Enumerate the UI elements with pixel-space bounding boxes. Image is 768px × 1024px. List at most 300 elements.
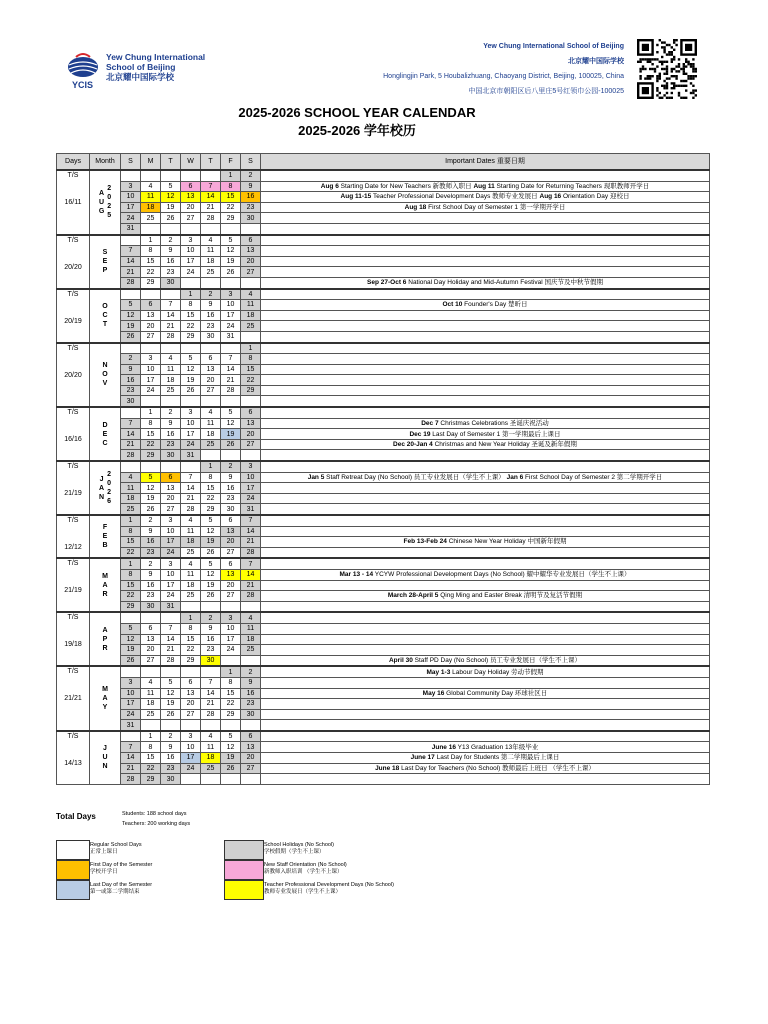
logo-globe-icon xyxy=(66,50,100,78)
day-cell: 5 xyxy=(201,515,221,526)
important-date-note xyxy=(261,526,710,537)
day-cell: 21 xyxy=(201,699,221,710)
day-cell: 17 xyxy=(181,753,201,764)
day-cell: 24 xyxy=(161,591,181,602)
day-cell: 4 xyxy=(201,407,221,418)
day-cell: 10 xyxy=(121,688,141,699)
day-cell: 15 xyxy=(121,580,141,591)
month-label-cell xyxy=(90,515,121,558)
week-row xyxy=(57,277,710,288)
day-cell: 13 xyxy=(181,192,201,203)
day-cell: 12 xyxy=(141,483,161,494)
important-date-note: Dec 7 Christmas Celebrations 圣诞庆祝活动 xyxy=(261,418,710,429)
school-info xyxy=(383,39,624,99)
week-row xyxy=(57,300,710,311)
day-cell: 2 xyxy=(161,731,181,742)
day-cell: 5 xyxy=(121,623,141,634)
day-cell: 17 xyxy=(221,634,241,645)
day-cell: 9 xyxy=(161,742,181,753)
day-cell: 19 xyxy=(121,645,141,656)
day-cell: 3 xyxy=(181,235,201,246)
day-cell xyxy=(201,396,221,407)
week-row xyxy=(57,720,710,731)
day-cell: 8 xyxy=(181,300,201,311)
header-cell: T xyxy=(161,154,181,171)
day-cell: 20 xyxy=(241,256,261,267)
day-cell: 30 xyxy=(161,277,181,288)
day-cell: 14 xyxy=(241,569,261,580)
day-cell: 21 xyxy=(161,645,181,656)
week-row xyxy=(57,483,710,494)
day-cell: 15 xyxy=(201,483,221,494)
important-date-note: May 16 Global Community Day 环球社区日 xyxy=(261,688,710,699)
day-cell: 22 xyxy=(241,375,261,386)
day-cell: 4 xyxy=(181,558,201,569)
important-date-note xyxy=(261,375,710,386)
important-date-note xyxy=(261,493,710,504)
logo-text: Yew Chung International School of Beijing 北京耀中国际学校 xyxy=(106,52,206,82)
week-row xyxy=(57,364,710,375)
day-cell: 31 xyxy=(121,720,141,731)
day-cell: 1 xyxy=(121,558,141,569)
day-cell xyxy=(161,223,181,234)
day-cell: 24 xyxy=(161,547,181,558)
day-cell: 1 xyxy=(141,731,161,742)
day-cell: 26 xyxy=(161,709,181,720)
day-cell xyxy=(141,612,161,623)
day-cell: 14 xyxy=(241,526,261,537)
day-cell: 13 xyxy=(221,526,241,537)
day-cell: 5 xyxy=(221,731,241,742)
week-row xyxy=(57,181,710,192)
month-letter: M xyxy=(102,572,108,580)
day-cell: 17 xyxy=(121,202,141,213)
day-cell: 31 xyxy=(181,450,201,461)
day-cell: 24 xyxy=(121,709,141,720)
day-cell: 8 xyxy=(141,246,161,257)
day-cell: 26 xyxy=(121,331,141,342)
title-en: 2025-2026 SCHOOL YEAR CALENDAR xyxy=(238,105,476,120)
week-row xyxy=(57,223,710,234)
important-date-note xyxy=(261,364,710,375)
month-letter: P xyxy=(102,635,108,643)
day-cell: 15 xyxy=(121,537,141,548)
day-cell: 25 xyxy=(201,439,221,450)
day-cell: 18 xyxy=(121,493,141,504)
day-cell xyxy=(221,774,241,785)
day-cell: 29 xyxy=(181,655,201,666)
month-letter: Y xyxy=(102,704,108,712)
week-row xyxy=(57,655,710,666)
month-letter: S xyxy=(102,249,108,257)
month-letter: A xyxy=(102,581,108,589)
month-letter: M xyxy=(102,686,108,694)
day-cell: 23 xyxy=(241,202,261,213)
important-date-note xyxy=(261,461,710,472)
day-cell: 16 xyxy=(201,634,221,645)
day-cell: 6 xyxy=(221,558,241,569)
day-cell xyxy=(141,396,161,407)
day-cell: 20 xyxy=(161,493,181,504)
week-row xyxy=(57,677,710,688)
important-date-note xyxy=(261,720,710,731)
important-date-note: June 17 Last Day for Students 第二学期最后上课日 xyxy=(261,753,710,764)
total-days-label: Total Days xyxy=(56,812,96,821)
year-digit: 2 xyxy=(107,489,111,497)
important-date-note xyxy=(261,407,710,418)
day-cell xyxy=(241,450,261,461)
day-cell: 18 xyxy=(201,429,221,440)
day-cell: 20 xyxy=(181,699,201,710)
day-cell: 19 xyxy=(161,202,181,213)
important-date-note xyxy=(261,396,710,407)
day-cell: 19 xyxy=(221,256,241,267)
day-cell: 26 xyxy=(201,547,221,558)
day-cell xyxy=(241,331,261,342)
day-cell: 19 xyxy=(161,699,181,710)
day-cell: 6 xyxy=(141,623,161,634)
day-cell: 11 xyxy=(141,192,161,203)
day-cell: 23 xyxy=(241,699,261,710)
month-label-cell xyxy=(90,407,121,461)
day-cell: 1 xyxy=(181,612,201,623)
days-count-cell: T/S 14/13 xyxy=(57,731,90,784)
day-cell xyxy=(241,774,261,785)
header-cell: Important Dates 重要日期 xyxy=(261,154,710,171)
day-cell: 8 xyxy=(221,181,241,192)
day-cell: 28 xyxy=(121,450,141,461)
day-cell: 12 xyxy=(201,526,221,537)
day-cell: 30 xyxy=(141,601,161,612)
day-cell: 28 xyxy=(181,504,201,515)
day-cell: 3 xyxy=(161,558,181,569)
important-date-note xyxy=(261,289,710,300)
important-date-note: April 30 Staff PD Day (No School) 员工专业发展日（学生不上课） xyxy=(261,655,710,666)
week-row xyxy=(57,235,710,246)
month-letter: R xyxy=(102,590,108,598)
day-cell xyxy=(181,343,201,354)
day-cell xyxy=(141,720,161,731)
day-cell xyxy=(241,601,261,612)
day-cell: 3 xyxy=(221,612,241,623)
day-cell: 30 xyxy=(201,655,221,666)
day-cell: 11 xyxy=(201,246,221,257)
day-cell: 6 xyxy=(241,407,261,418)
day-cell: 18 xyxy=(161,375,181,386)
day-cell: 16 xyxy=(221,483,241,494)
month-letter: E xyxy=(102,258,108,266)
school-name-en: Yew Chung International School of Beijing xyxy=(483,43,624,50)
important-date-note: Aug 18 First School Day of Semester 1 第一学期开学日 xyxy=(261,202,710,213)
year-digit: 0 xyxy=(107,480,111,488)
day-cell: 27 xyxy=(221,547,241,558)
header-cell: W xyxy=(181,154,201,171)
day-cell: 10 xyxy=(161,569,181,580)
day-cell: 10 xyxy=(181,418,201,429)
day-cell xyxy=(201,223,221,234)
week-row xyxy=(57,591,710,602)
day-cell: 13 xyxy=(241,418,261,429)
day-cell: 4 xyxy=(121,472,141,483)
day-cell: 15 xyxy=(221,192,241,203)
qr-code-icon xyxy=(632,39,702,99)
day-cell: 28 xyxy=(121,774,141,785)
month-letter: O xyxy=(102,303,108,311)
day-cell: 15 xyxy=(181,634,201,645)
day-cell: 8 xyxy=(141,418,161,429)
year-digit: 6 xyxy=(107,498,111,506)
day-cell xyxy=(221,720,241,731)
day-cell: 10 xyxy=(161,526,181,537)
day-cell xyxy=(221,601,241,612)
day-cell: 23 xyxy=(141,547,161,558)
day-cell xyxy=(181,601,201,612)
day-cell xyxy=(141,666,161,677)
day-cell: 2 xyxy=(141,515,161,526)
day-cell: 26 xyxy=(141,504,161,515)
day-cell xyxy=(201,277,221,288)
day-cell xyxy=(201,720,221,731)
day-cell: 12 xyxy=(221,742,241,753)
month-label-cell xyxy=(90,731,121,784)
day-cell: 1 xyxy=(221,666,241,677)
day-cell: 14 xyxy=(161,634,181,645)
month-letter: A xyxy=(99,189,105,197)
day-cell: 18 xyxy=(201,256,221,267)
day-cell: 30 xyxy=(201,331,221,342)
day-cell: 2 xyxy=(161,407,181,418)
important-date-note xyxy=(261,601,710,612)
day-cell: 2 xyxy=(201,612,221,623)
day-cell: 17 xyxy=(161,580,181,591)
week-row xyxy=(57,580,710,591)
days-count-cell: T/S 12/12 xyxy=(57,515,90,558)
day-cell: 22 xyxy=(121,547,141,558)
day-cell: 17 xyxy=(141,375,161,386)
legend-swatch-regular xyxy=(56,840,90,860)
legend-swatch-pd-day xyxy=(224,880,264,900)
day-cell: 22 xyxy=(121,591,141,602)
day-cell: 10 xyxy=(181,246,201,257)
day-cell: 24 xyxy=(121,213,141,224)
day-cell: 2 xyxy=(161,235,181,246)
day-cell: 11 xyxy=(241,300,261,311)
day-cell: 21 xyxy=(221,375,241,386)
day-cell: 20 xyxy=(141,321,161,332)
week-row xyxy=(57,731,710,742)
day-cell: 6 xyxy=(201,354,221,365)
important-date-note xyxy=(261,504,710,515)
day-cell: 13 xyxy=(141,310,161,321)
day-cell xyxy=(141,289,161,300)
day-cell xyxy=(161,612,181,623)
legend-last-day: Last Day of the Semester 第一或第二学期结束 xyxy=(90,882,153,895)
important-date-note: Aug 6 Starting Date for New Teachers 新教师入职日 Aug 11 Starting Date for Returning Teachers 现职教师开学日 xyxy=(261,181,710,192)
month-label-cell xyxy=(90,170,121,235)
important-date-note xyxy=(261,515,710,526)
day-cell: 18 xyxy=(141,202,161,213)
day-cell xyxy=(121,666,141,677)
day-cell: 6 xyxy=(221,515,241,526)
month-letter: A xyxy=(102,626,108,634)
important-date-note xyxy=(261,774,710,785)
teachers-total: Teachers: 200 working days xyxy=(122,821,191,827)
logo-abbr: YCIS xyxy=(72,80,94,90)
important-date-note xyxy=(261,731,710,742)
legend-swatch-orientation xyxy=(224,860,264,880)
important-date-note: May 1-3 Labour Day Holiday 劳动节假期 xyxy=(261,666,710,677)
day-cell: 12 xyxy=(161,192,181,203)
day-cell: 22 xyxy=(221,202,241,213)
day-cell xyxy=(201,450,221,461)
day-cell: 19 xyxy=(181,375,201,386)
day-cell: 25 xyxy=(201,267,221,278)
day-cell: 2 xyxy=(241,666,261,677)
day-cell: 28 xyxy=(121,277,141,288)
year-digit: 0 xyxy=(107,194,112,202)
week-row xyxy=(57,699,710,710)
day-cell: 31 xyxy=(161,601,181,612)
day-cell: 22 xyxy=(201,493,221,504)
day-cell xyxy=(161,289,181,300)
day-cell: 5 xyxy=(181,354,201,365)
day-cell: 9 xyxy=(141,569,161,580)
day-cell: 3 xyxy=(121,677,141,688)
day-cell xyxy=(181,396,201,407)
day-cell xyxy=(121,289,141,300)
month-letter: T xyxy=(102,321,108,329)
legend-swatch-first-day xyxy=(56,860,90,880)
important-date-note xyxy=(261,677,710,688)
day-cell xyxy=(121,343,141,354)
day-cell xyxy=(161,461,181,472)
day-cell: 15 xyxy=(141,429,161,440)
day-cell: 20 xyxy=(221,580,241,591)
day-cell: 17 xyxy=(121,699,141,710)
week-row xyxy=(57,515,710,526)
day-cell: 22 xyxy=(181,321,201,332)
day-cell: 23 xyxy=(221,493,241,504)
days-count-cell: T/S 21/19 xyxy=(57,558,90,612)
day-cell: 7 xyxy=(161,623,181,634)
school-name-cn: 北京耀中国际学校 xyxy=(568,58,624,65)
important-date-note xyxy=(261,709,710,720)
week-row xyxy=(57,331,710,342)
days-count-cell: T/S 20/20 xyxy=(57,235,90,289)
day-cell: 27 xyxy=(241,763,261,774)
day-cell: 23 xyxy=(201,645,221,656)
day-cell: 27 xyxy=(241,439,261,450)
important-date-note: Jan 5 Staff Retreat Day (No School) 员工专业发展日（学生不上课） Jan 6 First School Day of Semester 2 第二学期开学日 xyxy=(261,472,710,483)
week-row xyxy=(57,256,710,267)
day-cell: 24 xyxy=(221,321,241,332)
days-count-cell: T/S 21/19 xyxy=(57,461,90,515)
week-row xyxy=(57,310,710,321)
day-cell: 28 xyxy=(221,385,241,396)
day-cell: 15 xyxy=(181,310,201,321)
day-cell: 13 xyxy=(201,364,221,375)
week-row xyxy=(57,645,710,656)
day-cell: 14 xyxy=(201,192,221,203)
week-row xyxy=(57,601,710,612)
day-cell xyxy=(141,343,161,354)
day-cell: 28 xyxy=(161,655,181,666)
day-cell: 7 xyxy=(181,472,201,483)
month-letter: P xyxy=(102,267,108,275)
day-cell: 27 xyxy=(221,591,241,602)
day-cell: 13 xyxy=(221,569,241,580)
day-cell: 13 xyxy=(241,246,261,257)
important-date-note: Dec 20-Jan 4 Christmas and New Year Holiday 圣诞及新年假期 xyxy=(261,439,710,450)
month-letter: E xyxy=(102,430,108,438)
week-row xyxy=(57,375,710,386)
important-date-note: Dec 19 Last Day of Semester 1 第一学期最后上课日 xyxy=(261,429,710,440)
day-cell: 14 xyxy=(121,256,141,267)
day-cell: 19 xyxy=(221,753,241,764)
day-cell: 12 xyxy=(221,418,241,429)
day-cell: 20 xyxy=(141,645,161,656)
day-cell: 8 xyxy=(141,742,161,753)
week-row xyxy=(57,547,710,558)
legend-swatch-last-day xyxy=(56,880,90,900)
day-cell: 4 xyxy=(201,235,221,246)
important-date-note xyxy=(261,558,710,569)
week-row xyxy=(57,493,710,504)
day-cell: 22 xyxy=(221,699,241,710)
week-row xyxy=(57,742,710,753)
day-cell: 4 xyxy=(201,731,221,742)
day-cell: 18 xyxy=(141,699,161,710)
day-cell: 22 xyxy=(141,763,161,774)
day-cell: 26 xyxy=(181,385,201,396)
day-cell: 3 xyxy=(221,289,241,300)
day-cell: 6 xyxy=(241,731,261,742)
day-cell: 23 xyxy=(161,439,181,450)
day-cell: 25 xyxy=(181,591,201,602)
day-cell: 20 xyxy=(241,429,261,440)
day-cell: 8 xyxy=(241,354,261,365)
day-cell: 11 xyxy=(161,364,181,375)
day-cell: 1 xyxy=(221,170,241,181)
week-row xyxy=(57,774,710,785)
day-cell: 23 xyxy=(161,267,181,278)
day-cell: 28 xyxy=(161,331,181,342)
day-cell xyxy=(181,774,201,785)
week-row xyxy=(57,439,710,450)
day-cell: 27 xyxy=(201,385,221,396)
day-cell: 30 xyxy=(221,504,241,515)
day-cell: 8 xyxy=(121,526,141,537)
legend-holiday: School Holidays (No School) 学校假期（学生不上课） xyxy=(264,842,335,855)
day-cell: 1 xyxy=(201,461,221,472)
day-cell xyxy=(221,277,241,288)
days-count-cell: T/S 20/20 xyxy=(57,343,90,408)
day-cell: 12 xyxy=(221,246,241,257)
important-date-note xyxy=(261,645,710,656)
day-cell xyxy=(181,666,201,677)
day-cell: 11 xyxy=(201,418,221,429)
week-row xyxy=(57,450,710,461)
day-cell: 5 xyxy=(221,407,241,418)
day-cell: 4 xyxy=(241,612,261,623)
day-cell: 26 xyxy=(221,267,241,278)
header-cell: S xyxy=(241,154,261,171)
week-row xyxy=(57,472,710,483)
day-cell: 4 xyxy=(141,677,161,688)
day-cell: 26 xyxy=(121,655,141,666)
day-cell: 3 xyxy=(181,731,201,742)
day-cell: 6 xyxy=(241,235,261,246)
